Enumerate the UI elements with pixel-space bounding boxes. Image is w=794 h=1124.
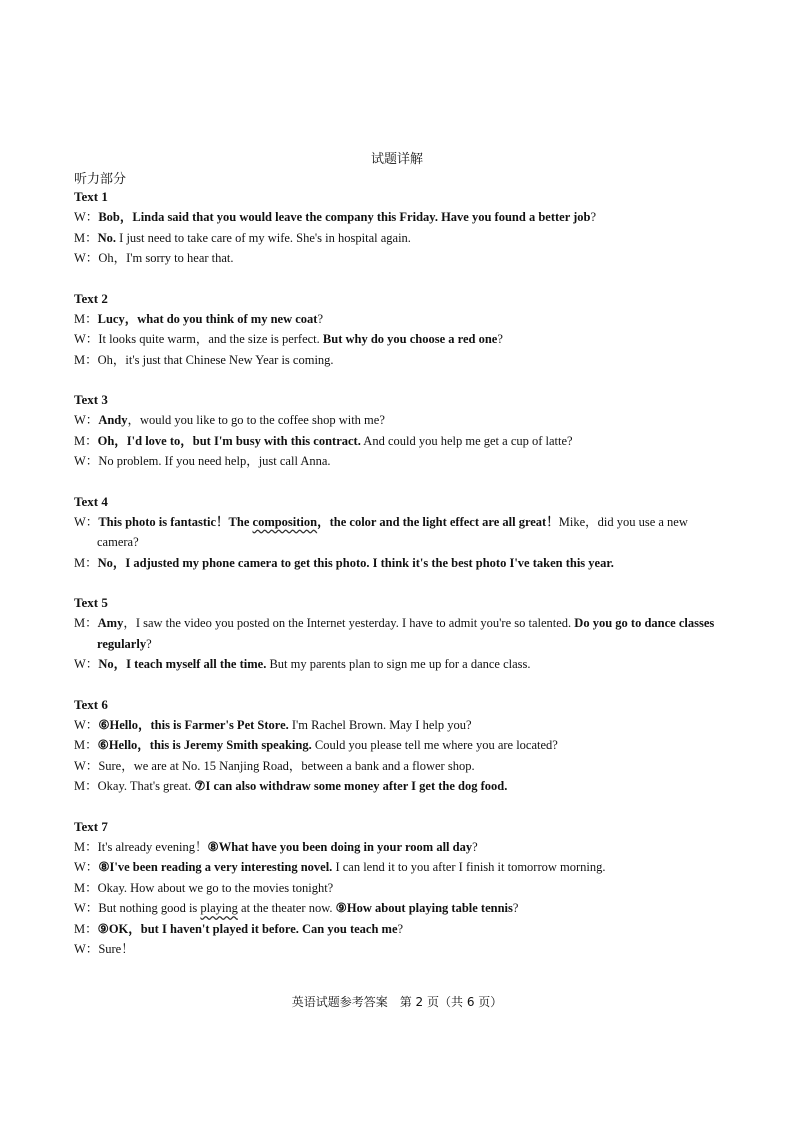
dialogue-text: ? (472, 839, 478, 854)
dialogue-text: No problem. If you need help，just call Anna. (98, 454, 331, 468)
dialogue-line (74, 431, 724, 452)
speaker-label: W： (74, 210, 99, 224)
dialogue-text: ? (497, 332, 503, 346)
dialogue-text: ? (590, 210, 597, 224)
dialogue-text: Oh，I'm sorry to hear that. (98, 251, 234, 265)
dialogue-text: It looks quite warm，and the size is perfect. (98, 332, 323, 346)
speaker-label: W： (74, 657, 99, 671)
dialogue-line (74, 898, 724, 919)
dialogue-text: Sure！ (98, 942, 134, 956)
speaker-label: W： (74, 332, 99, 346)
dialogue-text: I can lend it to you after I finish it tomorrow morning. (332, 860, 606, 874)
dialogue-text: ，I saw the video you posted on the Internet yesterday. I have to admit you're so talented. (123, 616, 575, 630)
dialogue-text: Could you please tell me where you are located? (311, 738, 558, 752)
dialogue-text: Bob，Linda said that you would leave the company this Friday. Have you found a better job (98, 210, 591, 224)
dialogue-line (74, 228, 724, 249)
dialogue-text: ，would you like to go to the coffee shop with me? (127, 413, 385, 427)
dialogue-text: No，I teach myself all the time. (98, 657, 267, 671)
speaker-label: M： (74, 738, 98, 752)
dialogue-line (74, 512, 724, 553)
dialogue-text: at the theater now. (237, 901, 336, 915)
dialogue-line (74, 309, 724, 330)
dialogue-line (74, 939, 724, 960)
dialogue-line (74, 654, 724, 675)
text-heading: Text 3 (74, 392, 108, 407)
speaker-label: M： (74, 311, 98, 326)
dialogue-line (74, 451, 724, 472)
dialogue-line (74, 613, 724, 654)
dialogue-text: ? (146, 636, 152, 651)
dialogue-text: Oh，it's just that Chinese New Year is coming. (97, 352, 334, 367)
dialogue-text: ? (397, 921, 404, 936)
dialogue-line (74, 553, 724, 574)
dialogue-line (74, 248, 724, 269)
page-footer: 英语试题参考答案 第 2 页（共 6 页） (291, 995, 503, 1009)
speaker-label: M： (74, 616, 98, 630)
speaker-label: W： (74, 717, 99, 732)
text-heading: Text 1 (74, 189, 108, 204)
speaker-label: W： (74, 942, 99, 956)
speaker-label: W： (74, 251, 99, 265)
speaker-label: W： (74, 514, 99, 529)
dialogue-text: Mike，did you use a new camera? (97, 514, 688, 549)
dialogue-text: But nothing good is (98, 901, 201, 915)
dialogue-text: No，I adjusted my phone camera to get this photo. I think it's the best photo I've taken this year. (97, 555, 614, 570)
dialogue-line (74, 837, 724, 858)
section-label: 听力部分 (74, 172, 127, 187)
dialogue-text: ? (317, 311, 323, 326)
dialogue-text: ⑦I can also withdraw some money after I get the dog food. (194, 779, 508, 793)
dialogue-text: Oh，I'd love to，but I'm busy with this contract. (97, 433, 361, 448)
text-block (74, 187, 724, 269)
dialogue-line (74, 329, 724, 350)
dialogue-line (74, 776, 724, 797)
dialogue-text: I'm Rachel Brown. May I help you? (288, 717, 472, 732)
text-block (74, 390, 724, 472)
dialogue-line (74, 410, 724, 431)
dialogue-text: This photo is fantastic！The (98, 514, 253, 529)
dialogue-line (74, 715, 724, 736)
text-block (74, 695, 724, 797)
speaker-label: W： (74, 454, 99, 468)
text-heading: Text 5 (74, 595, 108, 610)
dialogue-text: ⑨OK，but I haven't played it before. Can you teach me (97, 921, 398, 936)
dialogue-text: ⑨How about playing table tennis (335, 901, 513, 915)
dialogue-text: ⑧What have you been doing in your room all day (207, 839, 473, 854)
dialogue-content (74, 187, 724, 980)
dialogue-line (74, 919, 724, 940)
page-title: 试题详解 (370, 152, 423, 167)
speaker-label: M： (74, 230, 98, 245)
dialogue-text: But why do you choose a red one (322, 332, 498, 346)
dialogue-text: But my parents plan to sign me up for a dance class. (266, 657, 531, 671)
dialogue-line (74, 735, 724, 756)
text-block (74, 593, 724, 675)
dialogue-text: Lucy，what do you think of my new coat (97, 311, 318, 326)
speaker-label: M： (74, 921, 98, 936)
speaker-label: W： (74, 758, 99, 773)
dialogue-text: ⑥Hello，this is Jeremy Smith speaking. (97, 738, 312, 752)
dialogue-text: ⑥Hello，this is Farmer's Pet Store. (98, 717, 289, 732)
dialogue-text: ⑧I've been reading a very interesting novel. (98, 860, 333, 874)
speaker-label: W： (74, 413, 99, 427)
speaker-label: M： (74, 352, 98, 367)
dialogue-text: Andy (98, 413, 128, 427)
dialogue-line (74, 756, 724, 777)
dialogue-line (74, 878, 724, 899)
speaker-label: M： (74, 839, 98, 854)
dialogue-text: Okay. That's great. (97, 779, 195, 793)
dialogue-text: I just need to take care of my wife. She's in hospital again. (116, 230, 411, 245)
text-heading: Text 7 (74, 818, 108, 834)
text-heading: Text 4 (74, 493, 108, 509)
dialogue-line (74, 207, 724, 228)
text-block (74, 817, 724, 960)
dialogue-line (74, 350, 724, 371)
text-heading: Text 6 (74, 696, 108, 712)
speaker-label: M： (74, 433, 98, 448)
dialogue-text: Sure，we are at No. 15 Nanjing Road，between a bank and a flower shop. (98, 758, 475, 773)
dialogue-text: No. (97, 230, 117, 245)
dialogue-text: ? (512, 901, 519, 915)
dialogue-text: composition (252, 514, 318, 529)
speaker-label: W： (74, 901, 99, 915)
dialogue-text: It's already evening！ (97, 839, 208, 854)
text-heading: Text 2 (74, 290, 108, 306)
dialogue-text: Do you go to dance classes regularly (97, 616, 715, 651)
dialogue-text: ，the color and the light effect are all great！ (317, 514, 559, 529)
dialogue-text: playing (200, 901, 238, 915)
dialogue-text: Okay. How about we go to the movies tonight? (97, 880, 334, 895)
dialogue-text: And could you help me get a cup of latte? (360, 433, 573, 448)
speaker-label: W： (74, 860, 99, 874)
dialogue-line (74, 857, 724, 878)
dialogue-text: Amy (97, 616, 124, 630)
text-block (74, 289, 724, 371)
speaker-label: M： (74, 555, 98, 570)
text-block (74, 492, 724, 574)
speaker-label: M： (74, 779, 98, 793)
speaker-label: M： (74, 880, 98, 895)
